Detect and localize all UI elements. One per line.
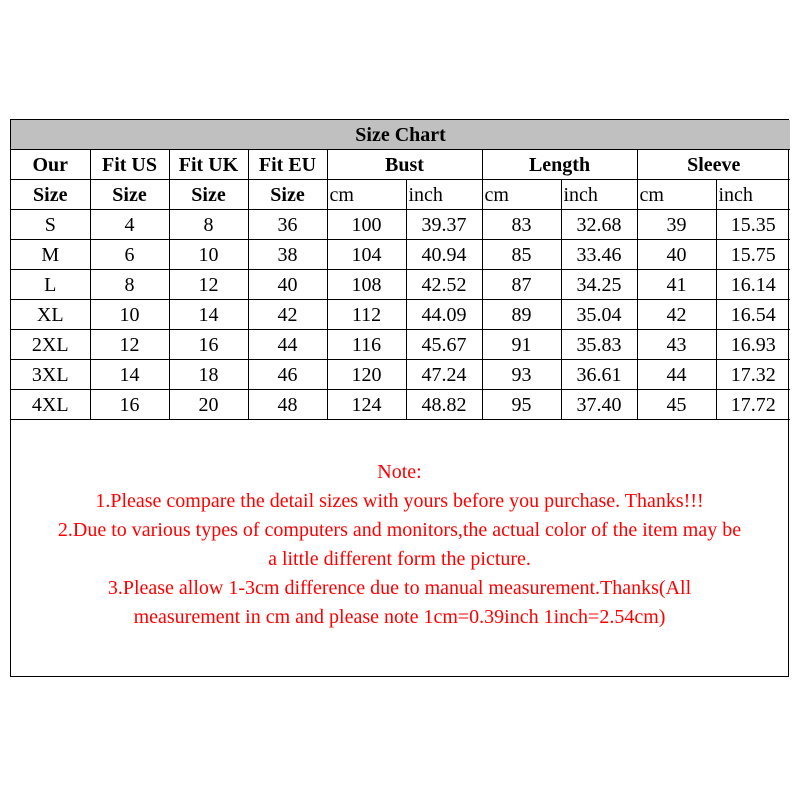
cell-length-cm: 83 [482,210,561,240]
cell-length-inch: 37.40 [561,390,637,420]
note-line-1: 1.Please compare the detail sizes with yours before you purchase. Thanks!!! [95,490,704,512]
note-line-4: 3.Please allow 1-3cm difference due to manual measurement.Thanks(All [107,577,692,599]
cell-bust-inch: 45.67 [406,330,482,360]
header-length: Length [482,150,637,180]
cell-sleeve-cm: 40 [637,240,716,270]
header-fit-uk-1: Fit UK [169,150,248,180]
header-length-cm: cm [482,180,561,210]
table-row [11,270,790,300]
cell-length-cm: 85 [482,240,561,270]
cell-us: 14 [90,360,169,390]
cell-eu: 44 [248,330,327,360]
table-row [11,360,790,390]
header-fit-eu-1: Fit EU [248,150,327,180]
table-title: Size Chart [11,120,790,150]
cell-sleeve-cm: 43 [637,330,716,360]
cell-bust-inch: 44.09 [406,300,482,330]
cell-uk: 16 [169,330,248,360]
table-row [11,300,790,330]
cell-bust-inch: 42.52 [406,270,482,300]
cell-bust-cm: 112 [327,300,406,330]
cell-sleeve-cm: 39 [637,210,716,240]
cell-length-cm: 91 [482,330,561,360]
cell-bust-cm: 100 [327,210,406,240]
cell-length-cm: 93 [482,360,561,390]
cell-size: 4XL [11,390,90,420]
cell-bust-cm: 116 [327,330,406,360]
note-block [11,458,788,632]
cell-eu: 46 [248,360,327,390]
table-row [11,330,790,360]
cell-uk: 10 [169,240,248,270]
header-bust: Bust [327,150,482,180]
cell-eu: 42 [248,300,327,330]
note-line-5: measurement in cm and please note 1cm=0.39inch 1inch=2.54cm) [133,606,666,628]
cell-bust-cm: 120 [327,360,406,390]
cell-sleeve-inch: 15.75 [716,240,790,270]
cell-bust-inch: 48.82 [406,390,482,420]
header-our-size-1: Our [11,150,90,180]
header-length-inch: inch [561,180,637,210]
table-row [11,240,790,270]
note-heading: Note: [377,461,422,483]
note-line-2: 2.Due to various types of computers and monitors,the actual color of the item may be [57,519,742,541]
cell-length-cm: 89 [482,300,561,330]
cell-bust-inch: 47.24 [406,360,482,390]
cell-eu: 40 [248,270,327,300]
cell-sleeve-cm: 42 [637,300,716,330]
header-our-size-2: Size [11,180,90,210]
cell-size: L [11,270,90,300]
cell-length-inch: 36.61 [561,360,637,390]
cell-eu: 38 [248,240,327,270]
cell-length-inch: 33.46 [561,240,637,270]
cell-length-inch: 34.25 [561,270,637,300]
cell-size: 3XL [11,360,90,390]
size-chart-frame [10,119,789,677]
cell-length-cm: 95 [482,390,561,420]
cell-bust-inch: 39.37 [406,210,482,240]
cell-length-inch: 35.04 [561,300,637,330]
header-fit-eu-2: Size [248,180,327,210]
cell-sleeve-cm: 44 [637,360,716,390]
cell-size: XL [11,300,90,330]
note-line-3: a little different form the picture. [268,548,531,570]
header-fit-us-1: Fit US [90,150,169,180]
table-row [11,390,790,420]
cell-length-inch: 32.68 [561,210,637,240]
cell-bust-cm: 104 [327,240,406,270]
header-fit-us-2: Size [90,180,169,210]
header-sleeve-inch: inch [716,180,790,210]
title-row [11,120,790,150]
cell-uk: 8 [169,210,248,240]
header-row-2 [11,180,790,210]
size-chart-table [11,120,790,420]
cell-eu: 48 [248,390,327,420]
header-sleeve: Sleeve [637,150,790,180]
cell-size: S [11,210,90,240]
cell-uk: 18 [169,360,248,390]
cell-eu: 36 [248,210,327,240]
table-row [11,210,790,240]
cell-uk: 14 [169,300,248,330]
header-bust-cm: cm [327,180,406,210]
header-sleeve-cm: cm [637,180,716,210]
cell-us: 8 [90,270,169,300]
cell-sleeve-cm: 41 [637,270,716,300]
cell-us: 16 [90,390,169,420]
cell-sleeve-inch: 15.35 [716,210,790,240]
cell-size: M [11,240,90,270]
cell-sleeve-inch: 17.72 [716,390,790,420]
cell-sleeve-inch: 16.54 [716,300,790,330]
header-fit-uk-2: Size [169,180,248,210]
cell-us: 6 [90,240,169,270]
cell-us: 4 [90,210,169,240]
cell-size: 2XL [11,330,90,360]
cell-bust-cm: 124 [327,390,406,420]
cell-sleeve-cm: 45 [637,390,716,420]
cell-uk: 12 [169,270,248,300]
cell-uk: 20 [169,390,248,420]
header-bust-inch: inch [406,180,482,210]
cell-sleeve-inch: 16.93 [716,330,790,360]
header-row-1 [11,150,790,180]
cell-sleeve-inch: 17.32 [716,360,790,390]
cell-length-inch: 35.83 [561,330,637,360]
cell-bust-cm: 108 [327,270,406,300]
cell-us: 12 [90,330,169,360]
cell-bust-inch: 40.94 [406,240,482,270]
cell-sleeve-inch: 16.14 [716,270,790,300]
cell-us: 10 [90,300,169,330]
cell-length-cm: 87 [482,270,561,300]
